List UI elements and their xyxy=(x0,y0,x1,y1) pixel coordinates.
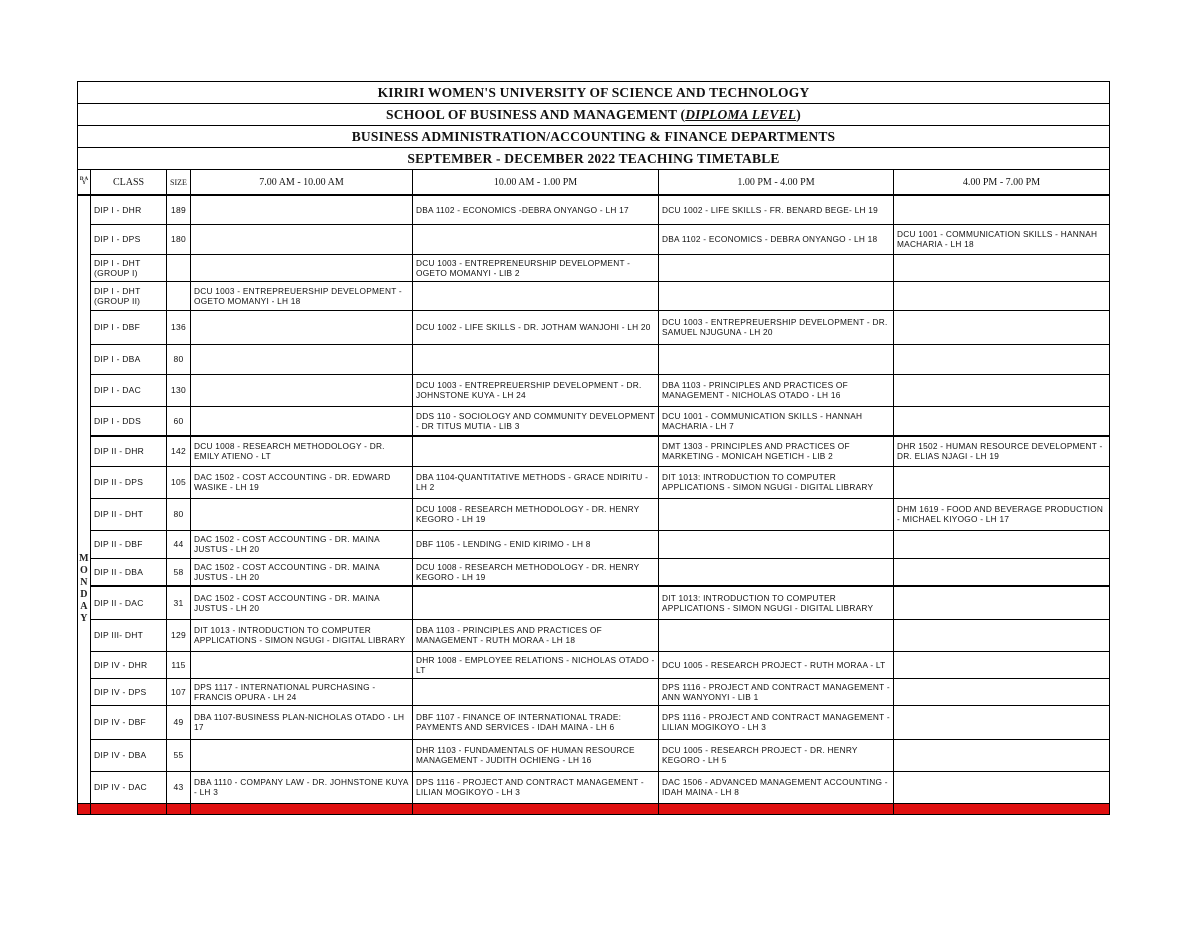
slot4-cell xyxy=(894,705,1110,739)
slot2-cell: DBA 1104-QUANTITATIVE METHODS - GRACE NDIRITU - LH 2 xyxy=(413,466,659,498)
size-cell: 129 xyxy=(167,619,191,651)
size-cell xyxy=(167,254,191,281)
red-bar-cell xyxy=(91,803,167,814)
slot2-cell: DDS 110 - SOCIOLOGY AND COMMUNITY DEVELOPMENT - DR TITUS MUTIA - LIB 3 xyxy=(413,406,659,436)
day-letter: Y xyxy=(80,613,88,625)
table-row xyxy=(78,705,1110,739)
slot3-cell: DPS 1116 - PROJECT AND CONTRACT MANAGEMENT - ANN WANYONYI - LIB 1 xyxy=(659,678,894,705)
slot1-cell xyxy=(191,498,413,530)
class-cell: DIP I - DDS xyxy=(91,406,167,436)
slot4-cell: DHR 1502 - HUMAN RESOURCE DEVELOPMENT - DR. ELIAS NJAGI - LH 19 xyxy=(894,436,1110,466)
departments-title: BUSINESS ADMINISTRATION/ACCOUNTING & FINANCE DEPARTMENTS xyxy=(78,126,1110,148)
class-cell: DIP I - DPS xyxy=(91,224,167,254)
table-row xyxy=(78,651,1110,678)
size-cell: 105 xyxy=(167,466,191,498)
slot1-cell: DPS 1117 - INTERNATIONAL PURCHASING - FRANCIS OPURA - LH 24 xyxy=(191,678,413,705)
class-cell: DIP II - DAC xyxy=(91,586,167,619)
table-row xyxy=(78,344,1110,374)
slot3-cell: DBA 1103 - PRINCIPLES AND PRACTICES OF MANAGEMENT - NICHOLAS OTADO - LH 16 xyxy=(659,374,894,406)
table-row xyxy=(78,586,1110,619)
school-title-close: ) xyxy=(796,106,801,122)
class-cell: DIP I - DHT (GROUP I) xyxy=(91,254,167,281)
slot1-cell xyxy=(191,195,413,224)
slot2-cell: DHR 1103 - FUNDAMENTALS OF HUMAN RESOURCE MANAGEMENT - JUDITH OCHIENG - LH 16 xyxy=(413,739,659,771)
slot2-cell: DBA 1102 - ECONOMICS -DEBRA ONYANGO - LH 17 xyxy=(413,195,659,224)
class-cell: DIP II - DBF xyxy=(91,530,167,558)
slot1-cell: DIT 1013 - INTRODUCTION TO COMPUTER APPLICATIONS - SIMON NGUGI - DIGITAL LIBRARY xyxy=(191,619,413,651)
day-letter: A xyxy=(80,601,88,613)
size-cell: 31 xyxy=(167,586,191,619)
slot2-cell xyxy=(413,344,659,374)
slot3-cell: DIT 1013: INTRODUCTION TO COMPUTER APPLICATIONS - SIMON NGUGI - DIGITAL LIBRARY xyxy=(659,586,894,619)
slot2-cell xyxy=(413,281,659,310)
slot3-cell: DCU 1005 - RESEARCH PROJECT - RUTH MORAA - LT xyxy=(659,651,894,678)
size-column-header: SIZE xyxy=(167,170,191,196)
size-cell: 80 xyxy=(167,498,191,530)
slot4-cell xyxy=(894,678,1110,705)
slot3-cell xyxy=(659,558,894,586)
slot1-cell xyxy=(191,739,413,771)
class-cell: DIP II - DBA xyxy=(91,558,167,586)
slot1-cell: DCU 1003 - ENTREPREUERSHIP DEVELOPMENT - OGETO MOMANYI - LH 18 xyxy=(191,281,413,310)
size-cell: 55 xyxy=(167,739,191,771)
school-title-text: SCHOOL OF BUSINESS AND MANAGEMENT ( xyxy=(386,106,686,122)
table-row xyxy=(78,498,1110,530)
slot1-cell xyxy=(191,310,413,344)
slot2-cell xyxy=(413,224,659,254)
slot1-cell: DAC 1502 - COST ACCOUNTING - DR. MAINA JUSTUS - LH 20 xyxy=(191,586,413,619)
size-cell: 49 xyxy=(167,705,191,739)
table-row xyxy=(78,195,1110,224)
red-bar-cell xyxy=(78,803,91,814)
slot2-cell: DCU 1003 - ENTREPRENEURSHIP DEVELOPMENT - OGETO MOMANYI - LIB 2 xyxy=(413,254,659,281)
red-bar-cell xyxy=(659,803,894,814)
slot1-cell xyxy=(191,254,413,281)
slot3-cell xyxy=(659,281,894,310)
table-row xyxy=(78,466,1110,498)
slot3-cell xyxy=(659,344,894,374)
slot1-cell: DCU 1008 - RESEARCH METHODOLOGY - DR. EMILY ATIENO - LT xyxy=(191,436,413,466)
table-row xyxy=(78,224,1110,254)
red-bar-cell xyxy=(413,803,659,814)
class-cell: DIP IV - DPS xyxy=(91,678,167,705)
table-row xyxy=(78,374,1110,406)
slot4-cell xyxy=(894,310,1110,344)
slot4-cell: DCU 1001 - COMMUNICATION SKILLS - HANNAH MACHARIA - LH 18 xyxy=(894,224,1110,254)
class-cell: DIP II - DPS xyxy=(91,466,167,498)
class-cell: DIP IV - DHR xyxy=(91,651,167,678)
size-cell: 58 xyxy=(167,558,191,586)
class-cell: DIP I - DAC xyxy=(91,374,167,406)
slot1-cell xyxy=(191,374,413,406)
class-cell: DIP II - DHT xyxy=(91,498,167,530)
slot3-cell: DCU 1005 - RESEARCH PROJECT - DR. HENRY KEGORO - LH 5 xyxy=(659,739,894,771)
size-cell: 115 xyxy=(167,651,191,678)
class-cell: DIP IV - DBF xyxy=(91,705,167,739)
slot3-cell: DCU 1002 - LIFE SKILLS - FR. BENARD BEGE- LH 19 xyxy=(659,195,894,224)
class-cell: DIP I - DHR xyxy=(91,195,167,224)
class-cell: DIP III- DHT xyxy=(91,619,167,651)
slot1-cell xyxy=(191,651,413,678)
slot3-cell: DPS 1116 - PROJECT AND CONTRACT MANAGEMENT - LILIAN MOGIKOYO - LH 3 xyxy=(659,705,894,739)
slot1-cell: DBA 1107-BUSINESS PLAN-NICHOLAS OTADO - LH 17 xyxy=(191,705,413,739)
slot4-cell xyxy=(894,281,1110,310)
slot3-cell: DAC 1506 - ADVANCED MANAGEMENT ACCOUNTING - IDAH MAINA - LH 8 xyxy=(659,771,894,803)
size-cell: 189 xyxy=(167,195,191,224)
day-letter: M xyxy=(79,553,89,565)
table-row xyxy=(78,406,1110,436)
size-cell: 44 xyxy=(167,530,191,558)
size-cell: 142 xyxy=(167,436,191,466)
slot2-cell xyxy=(413,436,659,466)
class-cell: DIP IV - DBA xyxy=(91,739,167,771)
slot1-cell: DAC 1502 - COST ACCOUNTING - DR. MAINA JUSTUS - LH 20 xyxy=(191,530,413,558)
slot2-cell xyxy=(413,586,659,619)
slot3-cell xyxy=(659,254,894,281)
red-bar-cell xyxy=(894,803,1110,814)
table-row xyxy=(78,558,1110,586)
slot2-cell: DBF 1107 - FINANCE OF INTERNATIONAL TRADE: PAYMENTS AND SERVICES - IDAH MAINA - LH 6 xyxy=(413,705,659,739)
slot3-column-header: 1.00 PM - 4.00 PM xyxy=(659,170,894,196)
slot2-cell: DCU 1003 - ENTREPREUERSHIP DEVELOPMENT - DR. JOHNSTONE KUYA - LH 24 xyxy=(413,374,659,406)
day-letter: O xyxy=(79,565,89,577)
slot3-cell: DCU 1003 - ENTREPREUERSHIP DEVELOPMENT - DR. SAMUEL NJUGUNA - LH 20 xyxy=(659,310,894,344)
slot4-column-header: 4.00 PM - 7.00 PM xyxy=(894,170,1110,196)
slot4-cell xyxy=(894,530,1110,558)
slot3-cell: DMT 1303 - PRINCIPLES AND PRACTICES OF MARKETING - MONICAH NGETICH - LIB 2 xyxy=(659,436,894,466)
table-row xyxy=(78,739,1110,771)
day-letter: D xyxy=(80,589,88,601)
size-cell xyxy=(167,281,191,310)
slot4-cell xyxy=(894,739,1110,771)
slot2-cell: DBA 1103 - PRINCIPLES AND PRACTICES OF MANAGEMENT - RUTH MORAA - LH 18 xyxy=(413,619,659,651)
slot4-cell xyxy=(894,406,1110,436)
slot4-cell xyxy=(894,195,1110,224)
table-row xyxy=(78,619,1110,651)
school-title xyxy=(78,104,1110,126)
class-cell: DIP IV - DAC xyxy=(91,771,167,803)
slot1-cell: DBA 1110 - COMPANY LAW - DR. JOHNSTONE KUYA - LH 3 xyxy=(191,771,413,803)
slot1-column-header: 7.00 AM - 10.00 AM xyxy=(191,170,413,196)
slot3-cell xyxy=(659,619,894,651)
size-cell: 60 xyxy=(167,406,191,436)
slot3-cell: DBA 1102 - ECONOMICS - DEBRA ONYANGO - LH 18 xyxy=(659,224,894,254)
slot2-cell: DHR 1008 - EMPLOYEE RELATIONS - NICHOLAS OTADO - LT xyxy=(413,651,659,678)
slot4-cell xyxy=(894,374,1110,406)
slot2-cell: DCU 1002 - LIFE SKILLS - DR. JOTHAM WANJOHI - LH 20 xyxy=(413,310,659,344)
slot2-cell: DCU 1008 - RESEARCH METHODOLOGY - DR. HENRY KEGORO - LH 19 xyxy=(413,498,659,530)
class-cell: DIP II - DHR xyxy=(91,436,167,466)
table-row xyxy=(78,436,1110,466)
table-row xyxy=(78,678,1110,705)
red-bar-cell xyxy=(191,803,413,814)
slot2-column-header: 10.00 AM - 1.00 PM xyxy=(413,170,659,196)
size-cell: 80 xyxy=(167,344,191,374)
timetable-table xyxy=(77,81,1110,815)
class-cell: DIP I - DBA xyxy=(91,344,167,374)
size-cell: 43 xyxy=(167,771,191,803)
slot4-cell xyxy=(894,344,1110,374)
slot3-cell: DIT 1013: INTRODUCTION TO COMPUTER APPLICATIONS - SIMON NGUGI - DIGITAL LIBRARY xyxy=(659,466,894,498)
day-cell xyxy=(78,195,91,803)
slot4-cell xyxy=(894,254,1110,281)
slot3-cell xyxy=(659,530,894,558)
slot4-cell xyxy=(894,558,1110,586)
slot4-cell xyxy=(894,771,1110,803)
day-letter: N xyxy=(80,577,88,589)
day-column-header: D A Y xyxy=(78,170,91,196)
table-row xyxy=(78,771,1110,803)
size-cell: 107 xyxy=(167,678,191,705)
size-cell: 130 xyxy=(167,374,191,406)
slot2-cell: DCU 1008 - RESEARCH METHODOLOGY - DR. HENRY KEGORO - LH 19 xyxy=(413,558,659,586)
slot4-cell xyxy=(894,619,1110,651)
class-column-header: CLASS xyxy=(91,170,167,196)
timetable-title: SEPTEMBER - DECEMBER 2022 TEACHING TIMETABLE xyxy=(78,148,1110,170)
slot3-cell: DCU 1001 - COMMUNICATION SKILLS - HANNAH MACHARIA - LH 7 xyxy=(659,406,894,436)
red-bar-cell xyxy=(167,803,191,814)
slot2-cell: DBF 1105 - LENDING - ENID KIRIMO - LH 8 xyxy=(413,530,659,558)
slot3-cell xyxy=(659,498,894,530)
size-cell: 180 xyxy=(167,224,191,254)
size-cell: 136 xyxy=(167,310,191,344)
slot4-cell xyxy=(894,586,1110,619)
slot1-cell xyxy=(191,224,413,254)
table-row xyxy=(78,281,1110,310)
table-row xyxy=(78,530,1110,558)
table-row xyxy=(78,310,1110,344)
university-title: KIRIRI WOMEN'S UNIVERSITY OF SCIENCE AND TECHNOLOGY xyxy=(78,82,1110,104)
slot1-cell xyxy=(191,344,413,374)
school-level: DIPLOMA LEVEL xyxy=(685,106,797,122)
slot4-cell: DHM 1619 - FOOD AND BEVERAGE PRODUCTION - MICHAEL KIYOGO - LH 17 xyxy=(894,498,1110,530)
table-row xyxy=(78,254,1110,281)
red-footer-bar xyxy=(78,803,1110,814)
slot4-cell xyxy=(894,651,1110,678)
timetable-sheet xyxy=(77,81,1109,815)
slot1-cell: DAC 1502 - COST ACCOUNTING - DR. EDWARD WASIKE - LH 19 xyxy=(191,466,413,498)
slot4-cell xyxy=(894,466,1110,498)
class-cell: DIP I - DBF xyxy=(91,310,167,344)
slot2-cell: DPS 1116 - PROJECT AND CONTRACT MANAGEMENT - LILIAN MOGIKOYO - LH 3 xyxy=(413,771,659,803)
slot1-cell xyxy=(191,406,413,436)
slot1-cell: DAC 1502 - COST ACCOUNTING - DR. MAINA JUSTUS - LH 20 xyxy=(191,558,413,586)
slot2-cell xyxy=(413,678,659,705)
class-cell: DIP I - DHT (GROUP II) xyxy=(91,281,167,310)
